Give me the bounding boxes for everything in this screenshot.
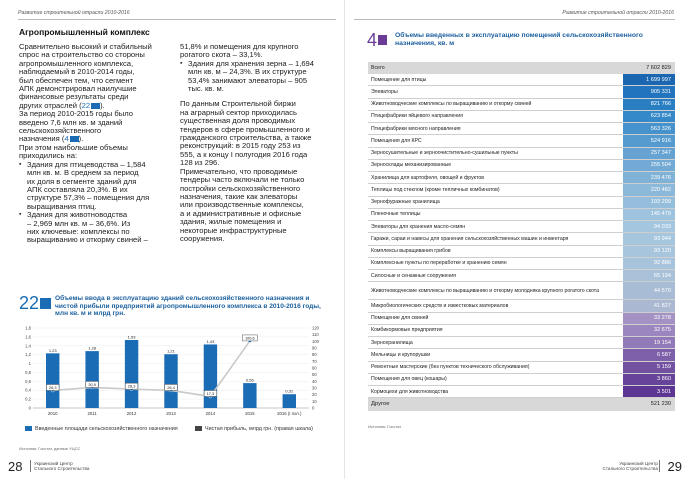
row-label: Гаражи, сараи и навесы для хранения сельскохозяйственных машин и инвентаря: [371, 235, 569, 242]
legend-label: Введенные площади сельскохозяйственного назначения: [35, 426, 178, 432]
bar: [204, 344, 217, 408]
bar-value-label: 1,53: [127, 334, 136, 340]
table-number: [367, 30, 387, 50]
left-tick-label: 0,6: [25, 378, 31, 384]
left-tick-label: 1,4: [25, 343, 31, 349]
page-number-right: 29: [667, 459, 682, 474]
text-line: приходились на:: [19, 151, 78, 161]
row-label: Всего: [371, 65, 385, 71]
table-row-other: [368, 398, 675, 410]
profit-value-label: 100,6: [244, 335, 255, 341]
table-row: [368, 74, 675, 86]
text-line: на аграрный сектор приходилась: [180, 107, 297, 117]
text-line: наблюдаемый в 2010-2014 годы,: [19, 67, 135, 77]
profit-line: [53, 338, 250, 397]
row-value: 145 479: [623, 209, 675, 220]
right-tick-label: 30: [312, 385, 317, 391]
row-label: Помещения для овец (кошары): [371, 376, 447, 383]
left-tick-label: 0,4: [25, 387, 31, 393]
row-label: Пленочные теплицы: [371, 211, 421, 218]
paragraph-livestock-continued: [180, 43, 328, 60]
table-row-total: [368, 62, 675, 74]
table-row: [368, 246, 675, 258]
chart-icon: [40, 298, 51, 309]
text-line: финансовые результаты среди: [19, 92, 129, 102]
table-row: [368, 386, 675, 398]
header-rule-right: [354, 19, 675, 20]
row-label: Птицефабрики мясного направления: [371, 125, 461, 132]
bar-value-label: 1,28: [88, 345, 97, 351]
paragraph-text: других отраслей (: [19, 100, 82, 110]
row-label: Элеваторы: [371, 88, 398, 95]
text-line: 555, а к концу I полугодия 2016 года: [180, 149, 308, 159]
text-line: их доля в сегменте зданий для: [27, 176, 137, 186]
profit-value-label: 26,4: [167, 384, 175, 390]
bar-value-label: 0,31: [285, 388, 294, 394]
table-row: [368, 135, 675, 147]
text-line: а и административные и офисные: [180, 208, 302, 218]
bar-value-label: 0,56: [245, 377, 254, 383]
text-line: агропромышленного комплекса,: [19, 58, 134, 68]
text-line: некоторые инфраструктурные: [180, 225, 287, 235]
text-line: ▪ Здания для животноводства: [27, 210, 128, 220]
left-tick-label: 1: [28, 361, 31, 367]
legend-label: Чистая прибыль, млрд грн. (правая шкала): [205, 426, 313, 432]
row-label: Комбикормовые предприятия: [371, 327, 443, 334]
right-tick-label: 70: [312, 358, 317, 364]
profit-value-label: 17,3: [206, 390, 215, 396]
row-label: Микробиологических средств и известковых материалов: [371, 302, 509, 309]
table-ref-link[interactable]: 4: [64, 134, 69, 144]
table-row: [368, 313, 675, 325]
text-column-2: [180, 43, 328, 243]
paragraph-tender-scope: [180, 168, 328, 244]
left-tick-label: 1,8: [25, 326, 31, 331]
right-tick-label: 80: [312, 352, 317, 358]
text-line: млн кв. м. В среднем за период: [27, 168, 139, 178]
chart-source: Источник: Госстат, данные УЦСС: [19, 446, 81, 451]
row-value: 93 120: [623, 246, 675, 257]
text-line: ▪ Здания для хранения зерна – 1,694: [188, 58, 315, 68]
table-icon: [70, 136, 79, 142]
right-page: [345, 0, 690, 479]
text-line: АПК демонстрировал наилучшие: [19, 84, 137, 94]
table-row: [368, 221, 675, 233]
right-tick-label: 50: [312, 372, 317, 378]
text-line: 53,4% занимают элеваторы – 905: [188, 75, 308, 85]
row-value: 521 230: [623, 398, 675, 410]
table-row: [368, 184, 675, 196]
chart-block: [19, 292, 329, 438]
profit-value-label: 28,3: [127, 383, 136, 389]
bar-value-label: 1,23: [48, 347, 57, 353]
category-tick-label: 2015: [245, 411, 255, 416]
category-tick-label: 2012: [126, 411, 137, 416]
row-value: 92 886: [623, 258, 675, 269]
text-line: сооружения.: [180, 233, 225, 243]
bar-value-label: 1,21: [167, 348, 175, 354]
chart-title: Объемы ввода в эксплуатацию зданий сельскохозяйственного назначения и чистой прибыли предприятий агропромышленного комплекса в 2010-2016 годы, млн кв. м и млрд грн.: [55, 295, 321, 318]
org-line: Украинский Центр: [34, 461, 73, 466]
table-row: [368, 172, 675, 184]
left-tick-label: 0: [28, 405, 31, 411]
text-line: выращиванию и откорму свиней –: [27, 235, 148, 245]
row-value: 905 331: [623, 86, 675, 97]
bar: [85, 351, 98, 408]
row-value: 94 033: [623, 221, 675, 232]
row-value: 41 827: [623, 300, 675, 311]
legend-swatch-bar: [25, 426, 32, 431]
text-line: тыс. кв. м.: [188, 84, 224, 94]
bar: [243, 383, 256, 408]
row-value: 220 482: [623, 184, 675, 195]
row-label: Помещение для птицы: [371, 76, 427, 83]
text-line: был обеспечен тем, что сегмент: [19, 75, 134, 85]
row-value: 623 854: [623, 111, 675, 122]
right-tick-label: 20: [312, 392, 317, 398]
row-value: 255 504: [623, 160, 675, 171]
table-row: [368, 148, 675, 160]
org-line: Украинский Центр: [619, 461, 658, 466]
category-tick-label: 2014: [205, 411, 216, 416]
text-line: ▪ Здания для птицеводства – 1,584: [27, 159, 146, 169]
paragraph-largest: [19, 144, 169, 161]
running-header-right: Развитие строительной отрасли 2010-2016: [562, 10, 674, 16]
section-title: Агропромышленный комплекс: [19, 27, 150, 37]
text-line: Примечательно, что проводимые: [180, 166, 298, 176]
table-row: [368, 209, 675, 221]
legend-swatch-line: [195, 426, 202, 431]
table-row: [368, 233, 675, 245]
row-value: 93 944: [623, 233, 675, 244]
row-label: Элеваторы для хранения масло-семян: [371, 223, 466, 230]
paragraph-apk-demand: [19, 43, 169, 102]
profit-value-label: 26,3: [48, 384, 57, 390]
row-value: 32 675: [623, 325, 675, 336]
row-label: Ремонтные мастерские (без пунктов технического обслуживания): [371, 364, 530, 371]
bar-value-label: 1,43: [206, 338, 215, 344]
row-label: Другое: [371, 401, 390, 408]
table-header: [367, 30, 675, 54]
row-value: 44 570: [623, 282, 675, 299]
footer-org-right: [603, 461, 658, 472]
table-row: [368, 99, 675, 111]
text-line: тендеры часто включали не только: [180, 175, 305, 185]
text-line: – 2,969 млн кв. м – 36,6%. Из: [27, 218, 131, 228]
paragraph-text: ).: [78, 134, 84, 144]
footer-org-left: [34, 461, 89, 472]
row-value: 6 587: [623, 349, 675, 360]
row-label: Птицефабрики яйцевого направления: [371, 113, 463, 120]
row-label: Помещения для КРС: [371, 137, 422, 144]
text-line: спрос на строительство со стороны: [19, 50, 145, 60]
right-tick-label: 110: [312, 332, 319, 338]
table-row: [368, 270, 675, 282]
text-line: тендеров в сфере промышленного и: [180, 124, 310, 134]
text-line: Сравнительно высокий и стабильный: [19, 42, 152, 51]
legend-item-area: [25, 426, 178, 432]
page-number-left: 28: [8, 459, 23, 474]
chart-number: [19, 294, 51, 312]
row-label: Животноводческие комплексы по выращиванию и откорму молодняка крупного рогатого скота: [371, 287, 599, 294]
text-line: или производственные комплексы,: [180, 200, 304, 210]
row-label: Комплексы выращивания грибов: [371, 248, 451, 255]
right-tick-label: 10: [312, 398, 317, 404]
text-line: млн кв. м – 24,3%. В их структуре: [188, 67, 307, 77]
table-source: Источник: Госстат: [368, 424, 402, 429]
text-line: реконструкций: в 2015 году 253 из: [180, 141, 301, 151]
bar: [46, 353, 59, 408]
combo-chart: [19, 326, 329, 424]
paragraph-period-volume: [19, 110, 169, 135]
left-tick-label: 1,2: [25, 352, 31, 358]
footer-divider: [30, 460, 31, 472]
row-label: Зернофуражные хранилища: [371, 199, 440, 206]
table-row: [368, 197, 675, 209]
text-line: При этом наибольшие объемы: [19, 142, 128, 152]
row-value: 193 299: [623, 197, 675, 208]
row-label: Кормоцехи для животноводства: [371, 388, 449, 395]
table-row: [368, 258, 675, 270]
text-line: выращивания птиц.: [27, 201, 97, 211]
row-label: Комплексные пункты по переработке и хранению семян: [371, 260, 507, 267]
text-line: По данным Строительной биржи: [180, 99, 296, 109]
row-label: Хранилища для картофеля, овощей и фруктов: [371, 174, 484, 181]
chart-number-text: 22: [19, 293, 40, 313]
figure-ref-link[interactable]: 22: [81, 100, 91, 110]
right-tick-label: 60: [312, 365, 317, 371]
table-row: [368, 374, 675, 386]
text-line: введено 7,6 млн кв. м зданий: [19, 117, 123, 127]
text-line: существенная доля проводимых: [180, 116, 296, 126]
data-table: [368, 62, 675, 411]
row-value: 1 699 997: [623, 74, 675, 85]
text-column-1: [19, 43, 169, 245]
row-value: 821 766: [623, 99, 675, 110]
text-line: постройки сельскохозяйственного: [180, 183, 301, 193]
right-tick-label: 120: [312, 326, 319, 331]
paragraph-text: назначения (: [19, 134, 65, 144]
table-title: Объемы введенных в эксплуатацию помещений сельскохозяйственного назначения, кв. м: [395, 32, 643, 47]
row-value: 33 278: [623, 313, 675, 324]
right-tick-label: 0: [312, 405, 315, 411]
bullet-livestock: [19, 211, 169, 245]
table-icon: [378, 35, 387, 45]
bar: [164, 354, 177, 408]
text-line: сельскохозяйственного: [19, 126, 102, 136]
table-row: [368, 160, 675, 172]
text-line: 51,8% и помещения для крупного: [180, 42, 299, 51]
row-value: 5 159: [623, 362, 675, 373]
org-line: Стального Строительства: [34, 466, 90, 472]
row-value: 524 916: [623, 135, 675, 146]
left-tick-label: 1,6: [25, 334, 31, 340]
row-value: 257 347: [623, 148, 675, 159]
row-label: Животноводческие комплексы по выращиванию и откорму свиней: [371, 101, 532, 108]
row-value: 19 154: [623, 337, 675, 348]
row-value: 3 501: [623, 386, 675, 397]
category-tick-label: 2013: [166, 411, 176, 416]
table-row: [368, 111, 675, 123]
row-label: Зерносклады механизированные: [371, 162, 452, 169]
footer-divider: [659, 460, 660, 472]
row-label: Силосные и сенажные сооружения: [371, 272, 456, 279]
bullet-poultry: [19, 161, 169, 211]
legend-item-profit: [195, 426, 313, 432]
text-line: рогатого скота – 33,1%.: [180, 50, 263, 60]
left-tick-label: 0,8: [25, 369, 31, 375]
table-row: [368, 123, 675, 135]
text-line: здания, жилые помещения и: [180, 217, 282, 227]
row-label: Зернохранилища: [371, 339, 413, 346]
right-tick-label: 100: [312, 338, 319, 344]
chart-icon: [91, 103, 100, 109]
table-row: [368, 300, 675, 312]
header-rule-left: [18, 19, 336, 20]
text-line: 128 из 296.: [180, 158, 220, 168]
table-row: [368, 86, 675, 98]
row-value: 3 860: [623, 374, 675, 385]
category-tick-label: 2010: [47, 411, 58, 416]
table-row: [368, 282, 675, 300]
row-label: Помещение для свиней: [371, 315, 429, 322]
right-tick-label: 40: [312, 378, 317, 384]
right-tick-label: 90: [312, 345, 317, 351]
table-row: [368, 349, 675, 361]
table-number-text: 4: [367, 30, 378, 50]
table-row: [368, 362, 675, 374]
category-tick-label: 2011: [87, 411, 97, 416]
row-value: 7 602 829: [623, 62, 675, 74]
row-value: 239 476: [623, 172, 675, 183]
row-label: Зерносушительные и зерноочистительно-сушильные пункты: [371, 150, 518, 157]
row-label: Теплицы под стеклом (кроме тепличных комбинатов): [371, 186, 500, 193]
row-value: 65 194: [623, 270, 675, 281]
profit-value-label: 30,9: [88, 381, 96, 387]
row-label: Мельницы и крупорушки: [371, 351, 431, 358]
left-tick-label: 0,2: [25, 396, 31, 402]
text-line: структуре 57,3% – помещения для: [27, 193, 150, 203]
row-value: 563 326: [623, 123, 675, 134]
text-line: За период 2010-2015 годы было: [19, 109, 133, 119]
running-header-left: Развитие строительной отрасли 2010-2016: [18, 10, 130, 16]
bar: [283, 394, 296, 408]
table-row: [368, 325, 675, 337]
bullet-grain-storage: [180, 60, 328, 94]
category-tick-label: 2016 (I пол.): [277, 411, 302, 416]
text-line: гражданского строительства, а также: [180, 133, 312, 143]
text-line: АПК составляла 20,3%. В их: [27, 184, 128, 194]
text-line: них ключевые: комплексы по: [27, 226, 130, 236]
bar: [125, 340, 138, 408]
paragraph-tenders: [180, 100, 328, 167]
org-line: Стального Строительства: [602, 466, 658, 472]
paragraph-text: ).: [100, 100, 105, 110]
table-row: [368, 337, 675, 349]
text-line: назначения, такие как элеваторы: [180, 191, 298, 201]
